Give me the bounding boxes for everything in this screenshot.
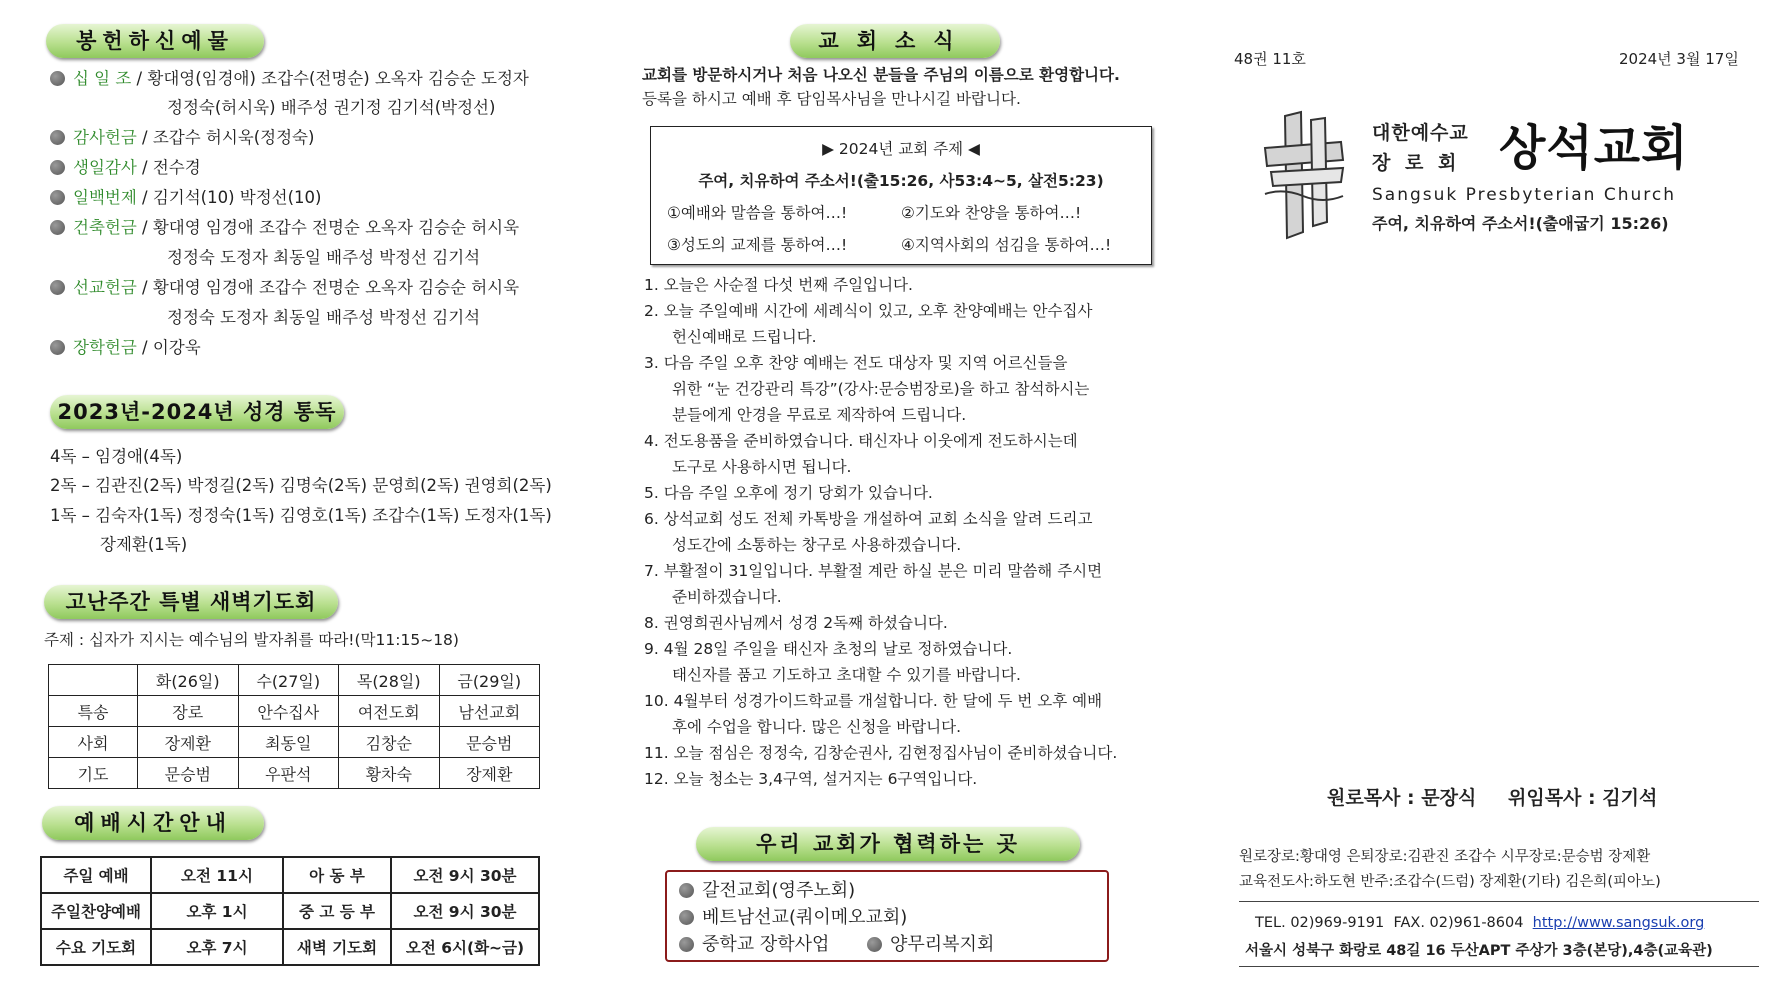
bible-reading-line: 4독 – 임경애(4독): [50, 447, 183, 466]
notice-item: 도구로 사용하시면 됩니다.: [672, 458, 852, 476]
offering-names: 김기석(10) 박정선(10): [152, 188, 322, 207]
theme-point: ④지역사회의 섬김을 통하여…!: [901, 236, 1112, 254]
table-row: [49, 758, 540, 789]
offering-names: 이강욱: [152, 338, 201, 357]
offering-row: 감사헌금 / 조갑수 허시욱(정정숙): [50, 127, 314, 149]
partner-item: [679, 876, 855, 902]
notice-item: 2. 오늘 주일예배 시간에 세례식이 있고, 오후 찬양예배는 안수집사: [644, 302, 1093, 320]
table-cell: 오전 11시: [151, 857, 283, 893]
bullet-icon: [50, 340, 65, 355]
right-column: [1205, 0, 1791, 1002]
fax-number: FAX. 02)961-8604: [1393, 915, 1524, 931]
offering-label: 장학헌금: [73, 338, 137, 357]
bullet-icon: [50, 280, 65, 295]
theme-point: ②기도와 찬양을 통하여…!: [901, 204, 1082, 222]
notice-item: 성도간에 소통하는 창구로 사용하겠습니다.: [672, 536, 962, 554]
phone-number: TEL. 02)969-9191: [1255, 915, 1385, 931]
partner-label: 갈전교회(영주노회): [702, 880, 856, 901]
table-cell: 여전도회: [339, 696, 440, 727]
church-theme-box: [650, 126, 1152, 265]
table-cell: 장제환: [439, 758, 540, 789]
table-cell: 특송: [49, 696, 138, 727]
middle-column: [620, 0, 1190, 1002]
notice-item: 1. 오늘은 사순절 다섯 번째 주일입니다.: [644, 276, 913, 294]
offering-row: 생일감사 / 전수경: [50, 157, 201, 179]
offering-row: 건축헌금 / 황대영 임경애 조갑수 전명순 오옥자 김승순 허시욱: [50, 217, 519, 239]
bullet-icon: [50, 220, 65, 235]
offering-names: 조갑수 허시욱(정정숙): [152, 128, 315, 147]
offering-label: 십 일 조: [73, 69, 132, 88]
table-cell: 안수집사: [238, 696, 339, 727]
notice-item: 5. 다음 주일 오후에 정기 당회가 있습니다.: [644, 484, 933, 502]
partners-box: [665, 870, 1109, 962]
staff-line: 원로장로:황대영 은퇴장로:김관진 조갑수 시무장로:문승범 장제환: [1239, 849, 1651, 865]
notice-item: 11. 오늘 점심은 정정숙, 김창순권사, 김현정집사님이 준비하셨습니다.: [644, 744, 1118, 762]
divider: [1239, 901, 1759, 902]
table-cell: 수요 기도회: [41, 929, 151, 965]
church-name: 상석교회: [1499, 120, 1689, 176]
table-cell: 우판석: [238, 758, 339, 789]
partner-label: 중학교 장학사업: [702, 934, 830, 955]
website-link[interactable]: http://www.sangsuk.org: [1532, 915, 1705, 931]
table-cell: 주일찬양예배: [41, 893, 151, 929]
offering-row: 일백번제 / 김기석(10) 박정선(10): [50, 187, 321, 209]
table-cell: 최동일: [238, 727, 339, 758]
table-cell: 오전 6시(화~금): [391, 929, 539, 965]
worship-times-table: [40, 856, 540, 966]
table-cell: 오전 9시 30분: [391, 893, 539, 929]
theme-point: ③성도의 교제를 통하여…!: [667, 236, 848, 254]
table-cell: 문승범: [439, 727, 540, 758]
offering-names: 황대영 임경애 조갑수 전명순 오옥자 김승순 허시욱: [152, 218, 520, 237]
contact-line: [1255, 912, 1704, 934]
denomination-line: 대한예수교: [1372, 122, 1469, 144]
bible-reading-line: 장제환(1독): [100, 535, 188, 554]
divider: [1239, 966, 1759, 967]
table-header: 목(28일): [339, 665, 440, 696]
table-row: [49, 727, 540, 758]
table-cell: 오후 1시: [151, 893, 283, 929]
table-cell: 장로: [138, 696, 239, 727]
theme-main: 주여, 치유하여 주소서!(출15:26, 사53:4~5, 살전5:23): [698, 172, 1104, 190]
denomination-line: 장 로 회: [1372, 152, 1461, 174]
offering-names: 정정숙 도정자 최동일 배주성 박정선 김기석: [167, 308, 481, 327]
table-row: [41, 929, 539, 965]
offerings-title: 봉헌하신예물: [46, 24, 264, 58]
notice-item: 위한 “눈 건강관리 특강”(강사:문승범장로)을 하고 참석하시는: [672, 380, 1090, 398]
notice-item: 후에 수업을 합니다. 많은 신청을 바랍니다.: [672, 718, 962, 736]
offering-row: 장학헌금 / 이강욱: [50, 337, 201, 359]
table-header: 금(29일): [439, 665, 540, 696]
welcome-line: 등록을 하시고 예배 후 담임목사님을 만나시길 바랍니다.: [642, 90, 1021, 108]
partner-label: 베트남선교(쿼이메오교회): [702, 907, 908, 928]
table-header: [49, 665, 138, 696]
offering-label: 선교헌금: [73, 278, 137, 297]
church-motto: 주여, 치유하여 주소서!(출애굽기 15:26): [1372, 214, 1669, 233]
table-cell: 사회: [49, 727, 138, 758]
bullet-icon: [679, 937, 694, 952]
church-english-name: Sangsuk Presbyterian Church: [1372, 185, 1676, 205]
notice-item: 12. 오늘 청소는 3,4구역, 설거지는 6구역입니다.: [644, 770, 978, 788]
dawn-prayer-subject: 주제 : 십자가 지시는 예수님의 발자취를 따라!(막11:15~18): [44, 631, 459, 649]
table-row: [49, 696, 540, 727]
table-row: [41, 857, 539, 893]
staff-line: 교육전도사:하도현 반주:조갑수(드럼) 장제환(기타) 김은희(피아노): [1239, 874, 1661, 890]
dawn-prayer-title: 고난주간 특별 새벽기도회: [44, 585, 338, 619]
bullet-icon: [50, 71, 65, 86]
offering-row: 십 일 조 / 황대영(임경애) 조갑수(전명순) 오옥자 김승순 도정자: [50, 68, 529, 90]
table-cell: 장제환: [138, 727, 239, 758]
bullet-icon: [50, 190, 65, 205]
theme-point: ①예배와 말씀을 통하여…!: [667, 204, 848, 222]
notice-item: 태신자를 품고 기도하고 초대할 수 있기를 바랍니다.: [672, 666, 1021, 684]
notice-item: 4. 전도용품을 준비하였습니다. 태신자나 이웃에게 전도하시는데: [644, 432, 1078, 450]
welcome-line: 교회를 방문하시거나 처음 나오신 분들을 주님의 이름으로 환영합니다.: [642, 66, 1120, 84]
offering-label: 생일감사: [73, 158, 137, 177]
notice-item: 3. 다음 주일 오후 찬양 예배는 전도 대상자 및 지역 어르신들을: [644, 354, 1068, 372]
notice-item: 6. 상석교회 성도 전체 카톡방을 개설하여 교회 소식을 알려 드리고: [644, 510, 1093, 528]
table-cell: 아 동 부: [283, 857, 391, 893]
church-news-title: 교회소식: [790, 24, 1000, 58]
partner-label: 양무리복지회: [890, 934, 995, 955]
notice-item: 7. 부활절이 31일입니다. 부활절 계란 하실 분은 미리 말씀해 주시면: [644, 562, 1103, 580]
notice-item: 준비하겠습니다.: [672, 588, 782, 606]
offering-names: 황대영 임경애 조갑수 전명순 오옥자 김승순 허시욱: [152, 278, 520, 297]
table-row: [41, 893, 539, 929]
notice-item: 8. 권영희권사님께서 성경 2독째 하셨습니다.: [644, 614, 948, 632]
notice-item: 9. 4월 28일 주일을 태신자 초청의 날로 정하였습니다.: [644, 640, 1013, 658]
notice-item: 분들에게 안경을 무료로 제작하여 드립니다.: [672, 406, 967, 424]
offering-label: 일백번제: [73, 188, 137, 207]
bulletin-date: 2024년 3월 17일: [1619, 50, 1739, 68]
offering-row: 선교헌금 / 황대영 임경애 조갑수 전명순 오옥자 김승순 허시욱: [50, 277, 519, 299]
table-header: 화(26일): [138, 665, 239, 696]
offering-names: 정정숙 도정자 최동일 배주성 박정선 김기석: [167, 248, 481, 267]
table-cell: 김창순: [339, 727, 440, 758]
senior-pastor: 위임목사 : 김기석: [1508, 787, 1658, 809]
notice-item: 헌신예배로 드립니다.: [672, 328, 817, 346]
partner-item: [679, 930, 829, 956]
table-cell: 오전 9시 30분: [391, 857, 539, 893]
offering-label: 건축헌금: [73, 218, 137, 237]
church-address: 서울시 성북구 화랑로 48길 16 두산APT 주상가 3층(본당),4층(교육관): [1245, 943, 1713, 959]
bullet-icon: [50, 130, 65, 145]
bullet-icon: [50, 160, 65, 175]
table-cell: 황차숙: [339, 758, 440, 789]
offering-label: 감사헌금: [73, 128, 137, 147]
partner-item: [867, 930, 994, 956]
table-row: [49, 665, 540, 696]
table-cell: 문승범: [138, 758, 239, 789]
notice-item: 10. 4월부터 성경가이드학교를 개설합니다. 한 달에 두 번 오후 예배: [644, 692, 1103, 710]
worship-times-title: 예배시간안내: [42, 806, 264, 840]
table-header: 수(27일): [238, 665, 339, 696]
offering-names: 황대영(임경애) 조갑수(전명순) 오옥자 김승순 도정자: [147, 69, 529, 88]
bullet-icon: [679, 883, 694, 898]
offering-names: 전수경: [152, 158, 201, 177]
bullet-icon: [679, 910, 694, 925]
theme-title: ▶ 2024년 교회 주제 ◀: [822, 140, 980, 158]
table-cell: 기도: [49, 758, 138, 789]
volume-number: 48권 11호: [1234, 50, 1306, 68]
table-cell: 주일 예배: [41, 857, 151, 893]
bible-reading-line: 1독 – 김숙자(1독) 정정숙(1독) 김영호(1독) 조갑수(1독) 도정자(1독): [50, 506, 552, 525]
table-cell: 오후 7시: [151, 929, 283, 965]
bible-reading-title: 2023년-2024년 성경 통독: [50, 395, 344, 429]
partner-item: [679, 903, 907, 929]
bullet-icon: [867, 937, 882, 952]
offering-names: 정정숙(허시욱) 배주성 권기정 김기석(박정선): [167, 98, 496, 117]
partners-title: 우리 교회가 협력하는 곳: [696, 827, 1080, 861]
table-cell: 중 고 등 부: [283, 893, 391, 929]
bible-reading-line: 2독 – 김관진(2독) 박정길(2독) 김명숙(2독) 문영희(2독) 권영희(2독): [50, 476, 552, 495]
senior-pastor-emeritus: 원로목사 : 문장식: [1327, 787, 1477, 809]
dawn-prayer-table: [48, 664, 540, 789]
table-cell: 새벽 기도회: [283, 929, 391, 965]
cross-logo-icon: [1263, 110, 1347, 240]
table-cell: 남선교회: [439, 696, 540, 727]
left-column: [0, 0, 590, 1002]
